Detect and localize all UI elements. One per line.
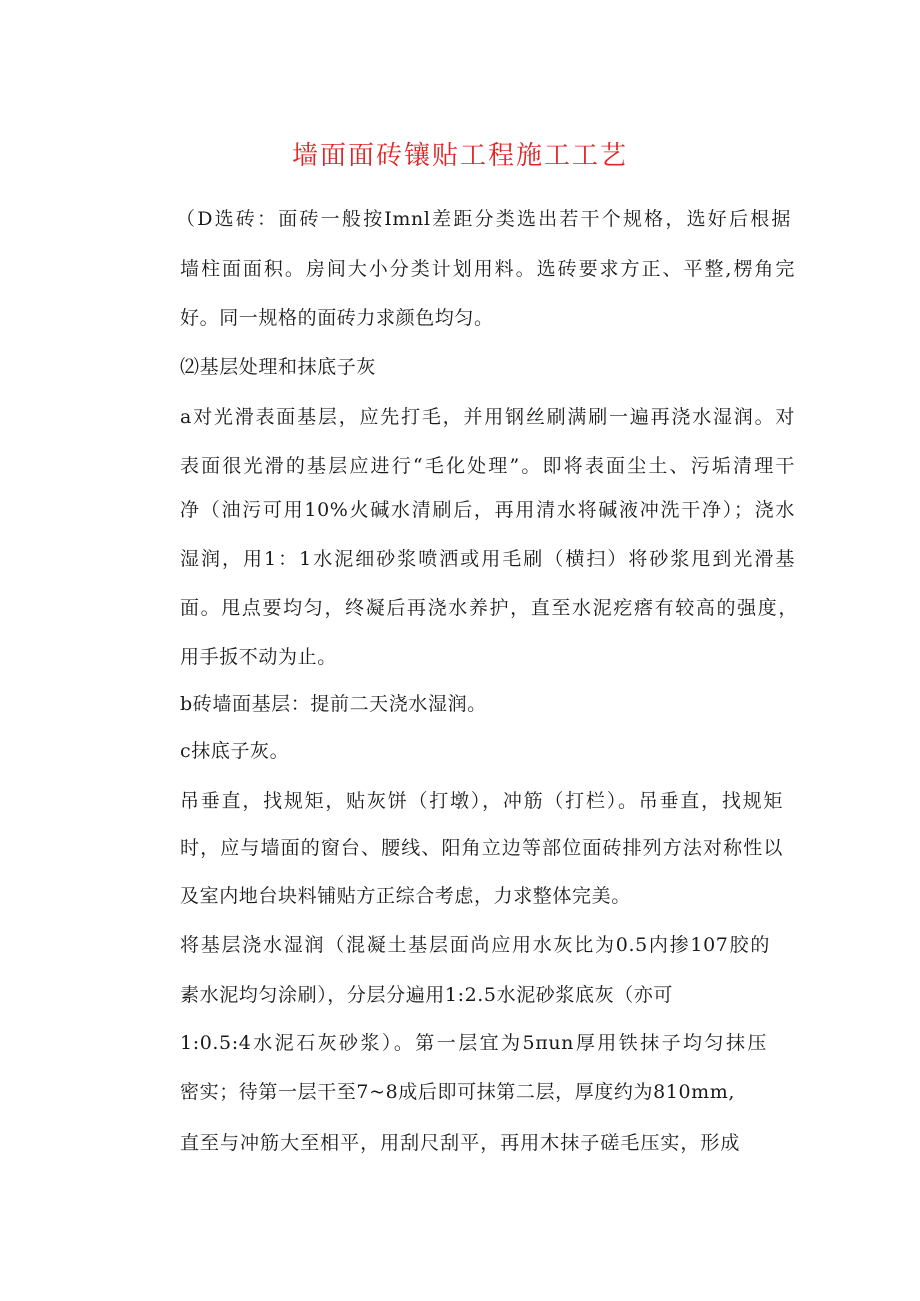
document-title: 墙面面砖镶贴工程施工工艺	[291, 141, 628, 171]
paragraph-line: 表面很光滑的基层应进行“毛化处理”。即将表面尘土、污垢清理干	[180, 455, 795, 477]
paragraph-line: 墙柱面面积。房间大小分类计划用料。选砖要求方正、平整,楞角完	[180, 258, 795, 280]
paragraph-line: 及室内地台块料铺贴方正综合考虑，力求整体完美。	[180, 885, 631, 907]
paragraph-line: 面。甩点要均匀，终凝后再浇水养护，直至水泥疙瘩有较高的强度，	[180, 597, 798, 619]
paragraph-line: 净（油污可用10%火碱水清刷后，再用清水将碱液冲洗干净）；浇水	[180, 499, 795, 521]
paragraph-line: （D选砖：面砖一般按Imnl差距分类选出若干个规格，选好后根据	[176, 208, 791, 230]
paragraph-line: 密实；待第一层干至7~8成后即可抹第二层，厚度约为810mm,	[180, 1081, 736, 1103]
paragraph-line: 1:0.5:4水泥石灰砂浆）。第一层宜为5πun厚用铁抹子均匀抹压	[180, 1032, 767, 1054]
paragraph-line: 将基层浇水湿润（混凝土基层面尚应用水灰比为0.5内掺107胶的	[180, 934, 770, 956]
paragraph-line: c抹底子灰。	[180, 740, 290, 762]
paragraph-line: b砖墙面基层：提前二天浇水湿润。	[180, 693, 487, 715]
paragraph-line: 吊垂直，找规矩，贴灰饼（打墩），冲筋（打栏）。吊垂直，找规矩	[180, 790, 783, 812]
paragraph-line: 直至与冲筋大至相平，用刮尺刮平，再用木抹子磋毛压实，形成	[180, 1132, 740, 1154]
paragraph-line: 用手扳不动为止。	[180, 646, 337, 668]
paragraph-line: 时，应与墙面的窗台、腰线、阳角立边等部位面砖排列方法对称性以	[180, 837, 783, 859]
paragraph-line: a对光滑表面基层，应先打毛，并用钢丝刷满刷一遍再浇水湿润。对	[180, 406, 795, 428]
paragraph-line: 湿润，用1：1水泥细砂浆喷洒或用毛刷（横扫）将砂浆甩到光滑基	[180, 548, 795, 570]
paragraph-line: 好。同一规格的面砖力求颜色均匀。	[180, 307, 494, 329]
paragraph-line: 素水泥均匀涂刷），分层分遍用1:2.5水泥砂浆底灰（亦可	[180, 984, 674, 1006]
section-heading: ⑵基层处理和抹底子灰	[180, 356, 377, 378]
